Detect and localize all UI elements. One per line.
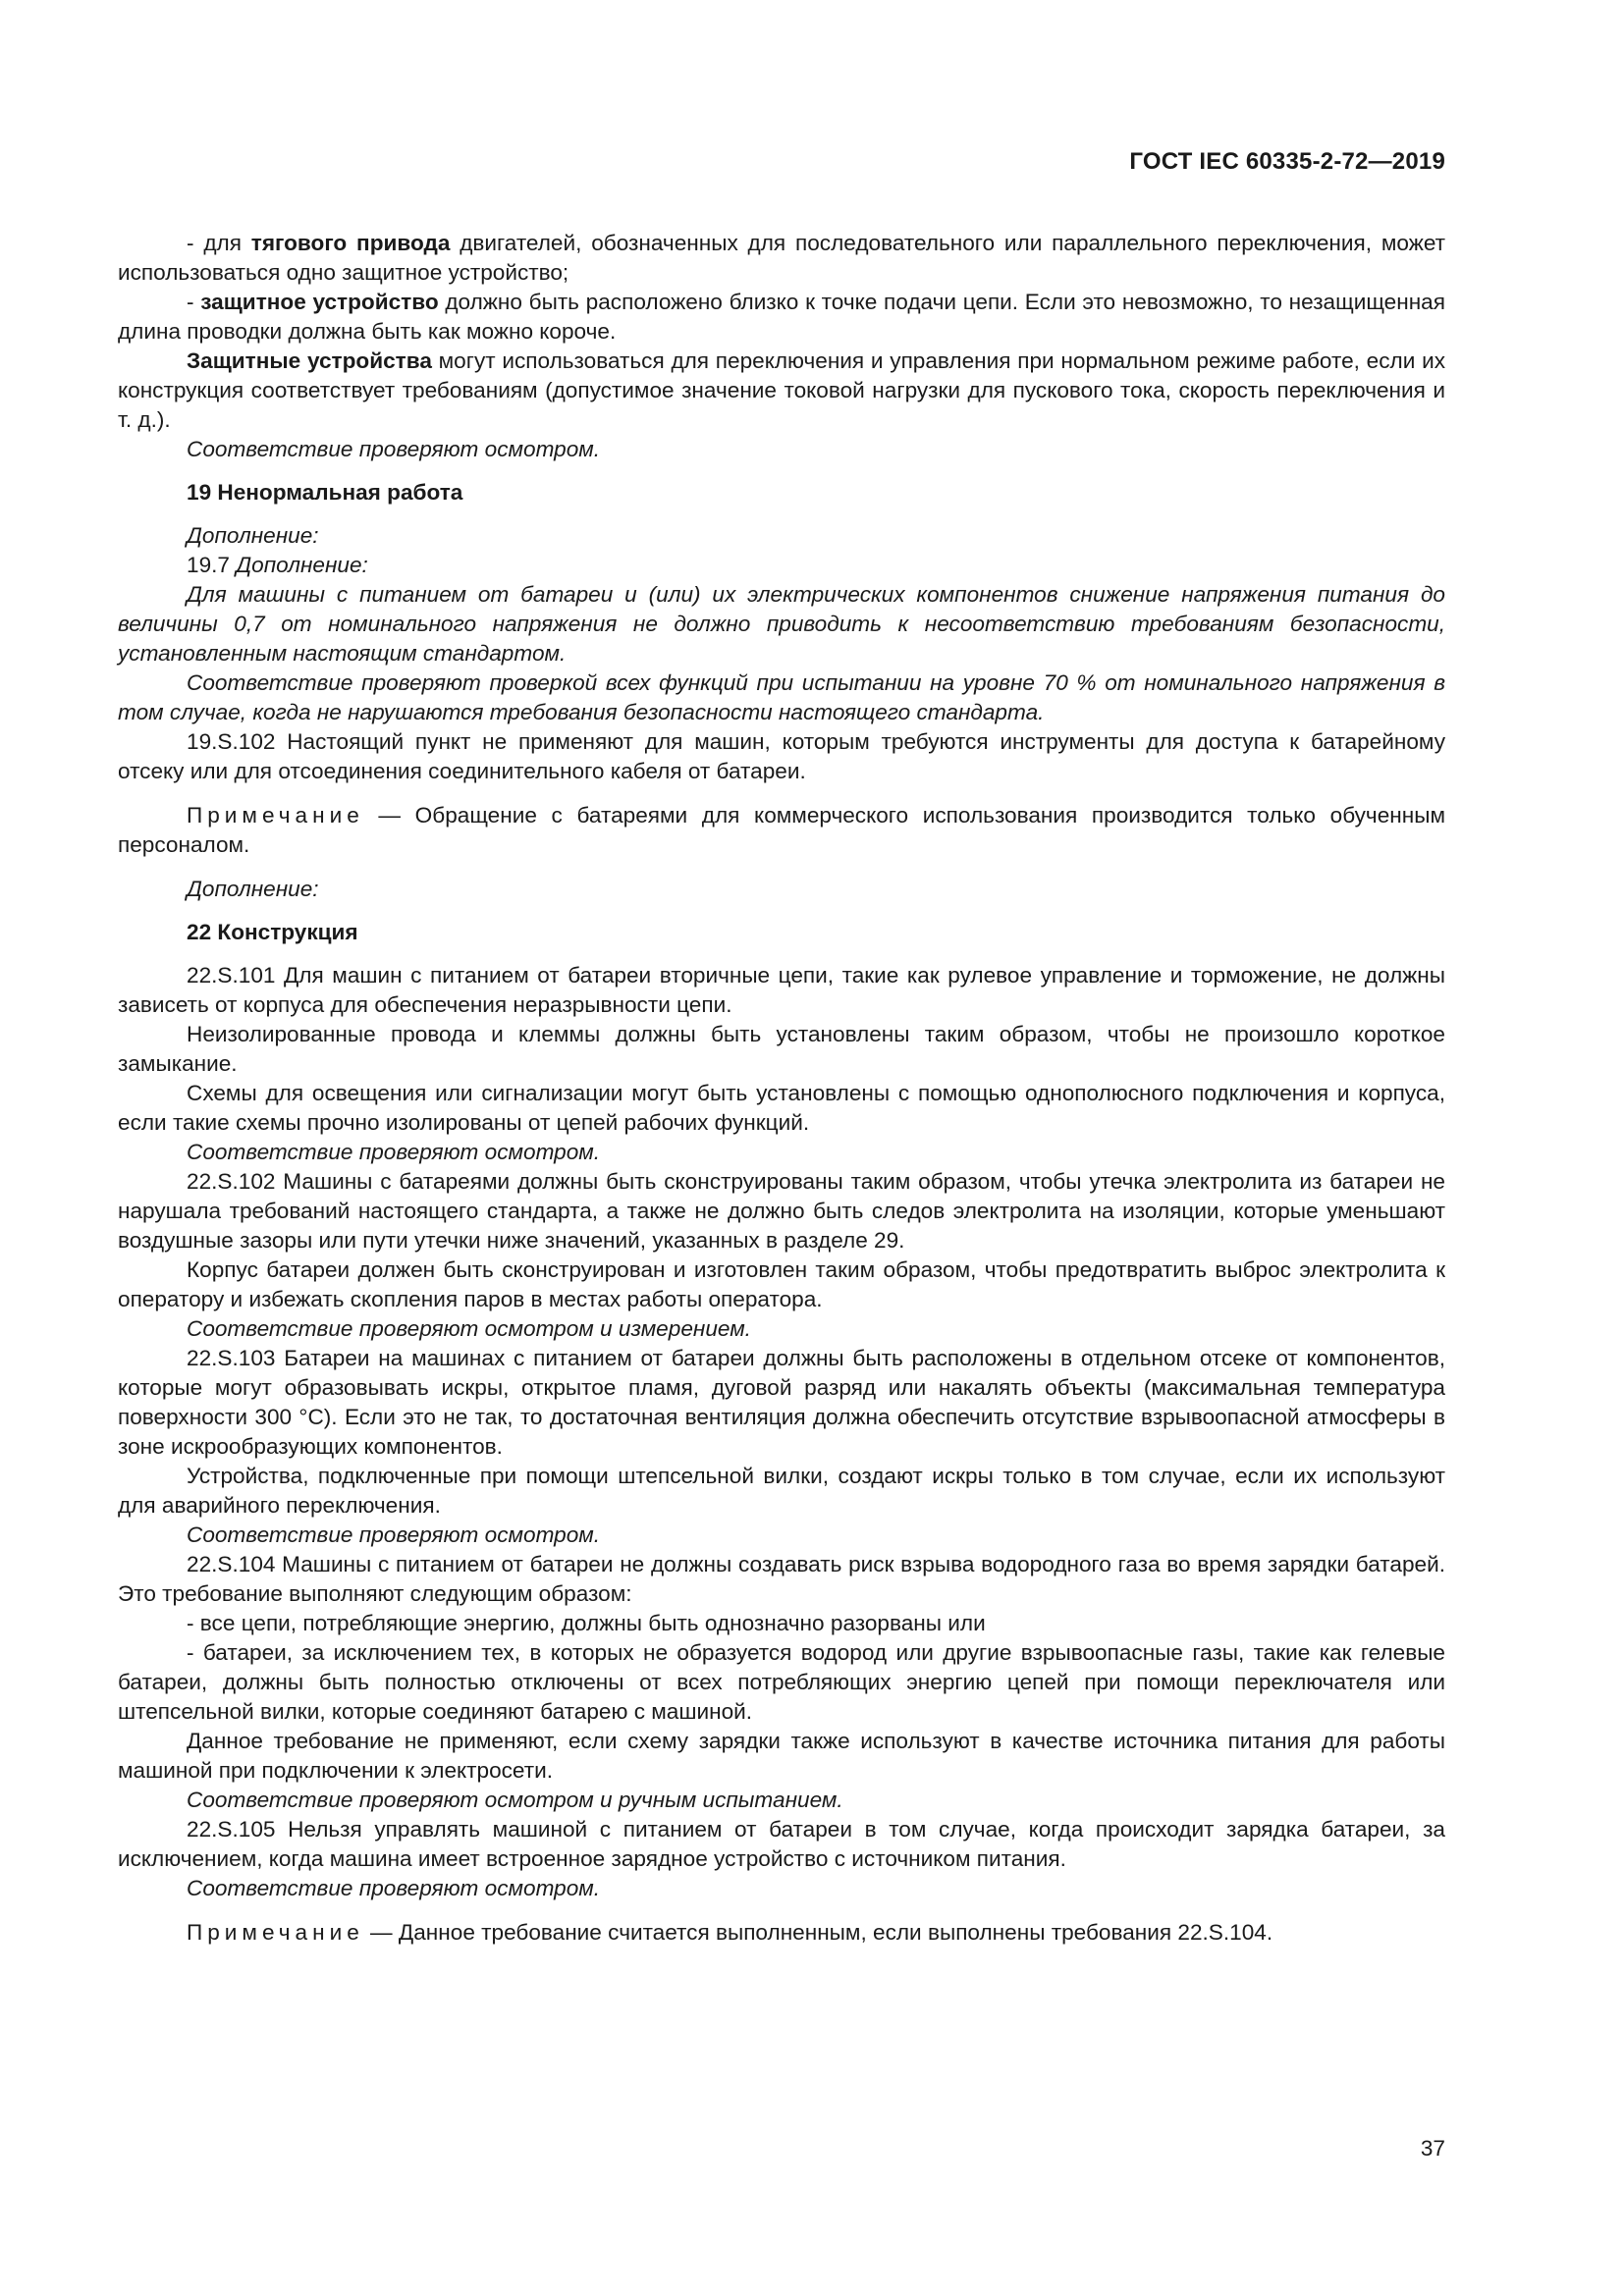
paragraph: Устройства, подключенные при помощи штепсельной вилки, создают искры только в том случае, если их используют для аварийного переключения. <box>118 1464 1445 1518</box>
paragraph <box>118 288 1445 347</box>
paragraph: 22.S.101 Для машин с питанием от батареи вторичные цепи, такие как рулевое управление и торможение, не должны зависеть от корпуса для обеспечения неразрывности цепи. <box>118 963 1445 1017</box>
compliance-note: Соответствие проверяют осмотром. <box>187 1876 601 1900</box>
paragraph: 22.S.105 Нельзя управлять машиной с питанием от батареи в том случае, когда происходит зарядка батареи, за исключением, когда машина имеет встроенное зарядное устройство с источником питания. <box>118 1817 1445 1871</box>
paragraph <box>118 347 1445 435</box>
clause-number: 19.7 <box>187 553 237 577</box>
note <box>118 801 1445 860</box>
note-label: Примечание <box>187 803 364 828</box>
note-label: Примечание <box>187 1920 364 1945</box>
paragraph: Данное требование не применяют, если схему зарядки также используют в качестве источника питания для работы машиной при подключении к электросети. <box>118 1729 1445 1783</box>
paragraph: 22.S.104 Машины с питанием от батареи не должны создавать риск взрыва водородного газа во время зарядки батарей. Это требование выполняют следующим образом: <box>118 1552 1445 1606</box>
document-header-id: ГОСТ IEC 60335-2-72—2019 <box>1129 148 1445 175</box>
document-body <box>118 229 1445 1948</box>
paragraph: 19.S.102 Настоящий пункт не применяют для машин, которым требуются инструменты для доступа к батарейному отсеку или для отсоединения соединительного кабеля от батареи. <box>118 729 1445 783</box>
compliance-note: Соответствие проверяют осмотром и измерением. <box>187 1316 751 1341</box>
compliance-note: Соответствие проверяют проверкой всех функций при испытании на уровне 70 % от номинального напряжения в том случае, когда не нарушаются требования безопасности настоящего стандарта. <box>118 670 1445 724</box>
paragraph: 22.S.102 Машины с батареями должны быть сконструированы таким образом, чтобы утечка электролита из батареи не нарушала требований настоящего стандарта, а также не должно быть следов электролита на изоляции, которые уменьшают воздушные зазоры или пути утечки ниже значений, указанных в разделе 29. <box>118 1169 1445 1253</box>
bold-term: Защитные устройства <box>187 348 432 373</box>
list-item: - все цепи, потребляющие энергию, должны быть однозначно разорваны или <box>187 1611 986 1635</box>
paragraph: 22.S.103 Батареи на машинах с питанием от батареи должны быть расположены в отдельном отсеке от компонентов, которые могут образовывать искры, открытое пламя, дуговой разряд или накалять объекты (максимальная температура поверхности 300 °С). Если это не так, то достаточная вентиляция должна обеспечить отсутствие взрывоопасной атмосферы в зоне искрообразующих компонентов. <box>118 1346 1445 1459</box>
text-run: двигателей, обозначенных для последовательного или параллельного переключения, может использоваться одно защитное устройство; <box>118 231 1445 285</box>
paragraph <box>118 551 1445 580</box>
note-text: — Обращение с батареями для коммерческого использования производится только обученным персоналом. <box>118 803 1445 857</box>
note <box>118 1918 1445 1948</box>
page-number: 37 <box>1420 2136 1445 2161</box>
paragraph: Дополнение: <box>187 877 319 901</box>
note-text: — Данное требование считается выполненным, если выполнены требования 22.S.104. <box>363 1920 1273 1945</box>
paragraph: Дополнение: <box>187 523 319 548</box>
compliance-note: Соответствие проверяют осмотром. <box>187 1140 601 1164</box>
bold-term: тягового привода <box>250 231 451 255</box>
paragraph: Неизолированные провода и клеммы должны быть установлены таким образом, чтобы не произошло короткое замыкание. <box>118 1022 1445 1076</box>
section-heading-19: 19 Ненормальная работа <box>187 480 463 505</box>
section-heading-22: 22 Конструкция <box>187 920 358 944</box>
bold-term: защитное устройство <box>200 290 439 314</box>
text-run: - для <box>187 231 251 255</box>
text-run: - <box>187 290 201 314</box>
text-run: могут использоваться для переключения и управления при нормальном режиме работе, если их конструкция соответствует требованиям (допустимое значение токовой нагрузки для пускового тока, скорость переключения и т. д.). <box>118 348 1445 432</box>
paragraph <box>118 229 1445 288</box>
text-run: Дополнение: <box>236 553 368 577</box>
compliance-note: Соответствие проверяют осмотром и ручным испытанием. <box>187 1788 843 1812</box>
paragraph: Корпус батареи должен быть сконструирован и изготовлен таким образом, чтобы предотвратить выброс электролита к оператору и избежать скопления паров в местах работы оператора. <box>118 1257 1445 1311</box>
paragraph: Схемы для освещения или сигнализации могут быть установлены с помощью однополюсного подключения и корпуса, если такие схемы прочно изолированы от цепей рабочих функций. <box>118 1081 1445 1135</box>
paragraph: Для машины с питанием от батареи и (или) их электрических компонентов снижение напряжения питания до величины 0,7 от номинального напряжения не должно приводить к несоответствию требованиям безопасности, установленным настоящим стандартом. <box>118 582 1445 666</box>
text-run: должно быть расположено близко к точке подачи цепи. Если это невозможно, то незащищенная длина проводки должна быть как можно короче. <box>118 290 1445 344</box>
list-item: - батареи, за исключением тех, в которых не образуется водород или другие взрывоопасные газы, такие как гелевые батареи, должны быть полностью отключены от всех потребляющих энергию цепей при помощи переключателя или штепсельной вилки, которые соединяют батарею с машиной. <box>118 1640 1445 1724</box>
compliance-note: Соответствие проверяют осмотром. <box>187 437 601 461</box>
compliance-note: Соответствие проверяют осмотром. <box>187 1522 601 1547</box>
